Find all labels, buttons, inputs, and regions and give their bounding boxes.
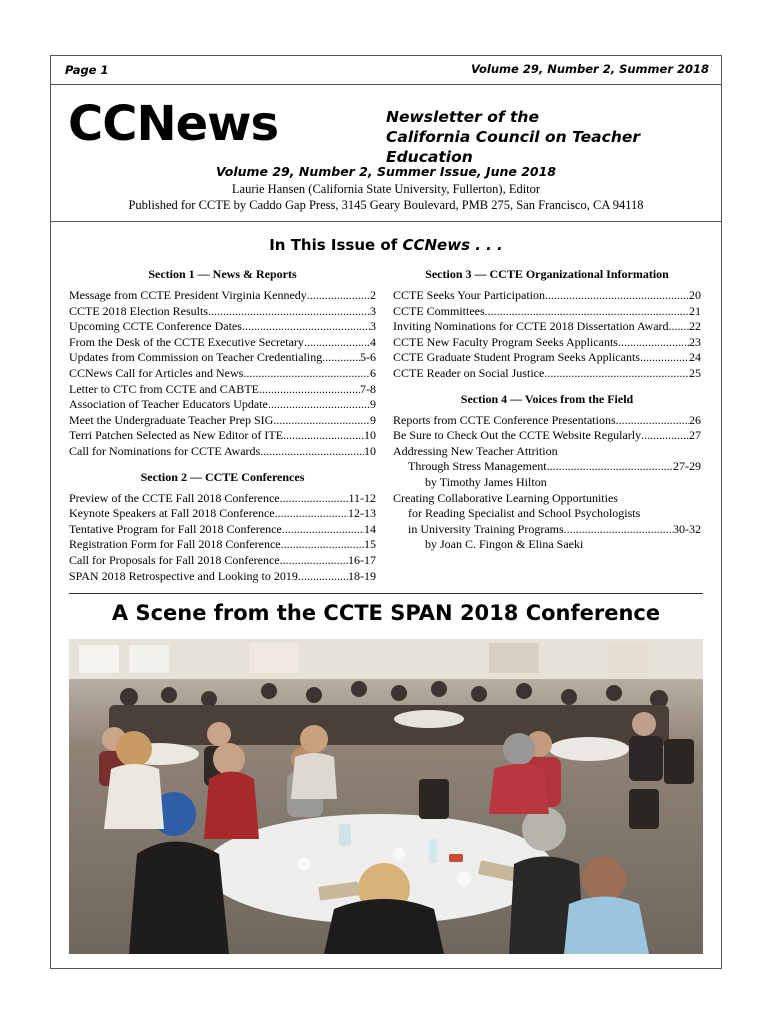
toc-item-author: by Timothy James Hilton (425, 474, 547, 489)
toc-item[interactable]: Message from CCTE President Virginia Kennedy ..... 2 (69, 288, 376, 304)
toc-item[interactable]: Preview of the CCTE Fall 2018 Conference ..... 11-12 (69, 491, 376, 507)
toc-item-author: by Joan C. Fingon & Elina Saeki (425, 537, 584, 552)
toc-item[interactable]: SPAN 2018 Retrospective and Looking to 2019 ..... 18-19 (69, 569, 376, 585)
toc-item[interactable]: Keynote Speakers at Fall 2018 Conference ..... 12-13 (69, 506, 376, 522)
page-header-bar (51, 56, 721, 85)
toc-item-title-line[interactable]: for Reading Specialist and School Psychologists (408, 506, 641, 521)
toc-item[interactable]: From the Desk of the CCTE Executive Secretary ..... 4 (69, 335, 376, 351)
toc-item[interactable]: Terri Patchen Selected as New Editor of ITE ..... 10 (69, 428, 376, 444)
toc-item[interactable]: in University Training Programs ..... 30-32 (393, 522, 701, 538)
section-4-heading: Section 4 — Voices from the Field (460, 391, 634, 406)
subtitle-line-2: California Council on Teacher Education (386, 128, 641, 166)
toc-title-publication: CCNews . . . (402, 236, 503, 254)
toc-item[interactable]: Letter to CTC from CCTE and CABTE ..... 7-8 (69, 382, 376, 398)
toc-item[interactable]: CCTE Reader on Social Justice ..... 25 (393, 366, 701, 382)
newsletter-page (50, 55, 722, 969)
section-divider (69, 593, 703, 594)
toc-item[interactable]: Registration Form for Fall 2018 Conference ..... 15 (69, 537, 376, 553)
subtitle-line-1: Newsletter of the (386, 108, 539, 126)
toc-item[interactable]: Call for Nominations for CCTE Awards ..... 10 (69, 444, 376, 460)
toc-item[interactable]: Meet the Undergraduate Teacher Prep SIG ..... 9 (69, 413, 376, 429)
toc-item[interactable]: Inviting Nominations for CCTE 2018 Dissertation Award ..... 22 (393, 319, 701, 335)
page-number: Page 1 (65, 63, 109, 77)
toc-item[interactable]: CCTE Graduate Student Program Seeks Applicants ..... 24 (393, 350, 701, 366)
toc-item[interactable]: Upcoming CCTE Conference Dates ..... 3 (69, 319, 376, 335)
toc-title (51, 236, 721, 254)
toc-item[interactable]: Association of Teacher Educators Update ..... 9 (69, 397, 376, 413)
conference-scene-illustration (69, 639, 703, 954)
section-2-heading: Section 2 — CCTE Conferences (140, 469, 305, 484)
section-3-heading: Section 3 — CCTE Organizational Information (425, 267, 669, 281)
toc-item[interactable]: Updates from Commission on Teacher Credentialing ..... 5-6 (69, 350, 376, 366)
toc-item[interactable]: CCTE 2018 Election Results ..... 3 (69, 304, 376, 320)
toc-item[interactable]: Be Sure to Check Out the CCTE Website Regularly ..... 27 (393, 428, 701, 444)
conference-photo (69, 639, 703, 954)
volume-info: Volume 29, Number 2, Summer 2018 (470, 62, 709, 76)
toc-item[interactable]: Through Stress Management ..... 27-29 (393, 459, 701, 475)
issue-line: Volume 29, Number 2, Summer Issue, June 2018 (215, 164, 557, 179)
editor-line: Laurie Hansen (California State University, Fullerton), Editor (231, 182, 541, 196)
toc-item[interactable]: CCTE Seeks Your Participation ..... 20 (393, 288, 701, 304)
toc-item[interactable]: Call for Proposals for Fall 2018 Conference ..... 16-17 (69, 553, 376, 569)
masthead-title: CCNews (68, 96, 279, 152)
toc-item-title-line[interactable]: Creating Collaborative Learning Opportunities (393, 490, 618, 505)
toc-item-title-line[interactable]: Addressing New Teacher Attrition (393, 443, 558, 458)
toc-item[interactable]: Tentative Program for Fall 2018 Conference ..... 14 (69, 522, 376, 538)
toc-item[interactable]: CCTE New Faculty Program Seeks Applicants ..... 23 (393, 335, 701, 351)
masthead-subtitle (386, 107, 721, 167)
toc-title-prefix: In This Issue of (269, 236, 403, 254)
section-1-heading: Section 1 — News & Reports (148, 267, 297, 281)
publisher-line: Published for CCTE by Caddo Gap Press, 3145 Geary Boulevard, PMB 275, San Francisco, CA 94118 (128, 198, 644, 212)
header-divider (51, 221, 721, 222)
toc-right-column (393, 266, 701, 553)
toc-item[interactable]: CCTE Committees ..... 21 (393, 304, 701, 320)
photo-title: A Scene from the CCTE SPAN 2018 Conference (111, 601, 661, 625)
toc-item[interactable]: CCNews Call for Articles and News ..... 6 (69, 366, 376, 382)
toc-left-column (69, 266, 376, 584)
toc-item[interactable]: Reports from CCTE Conference Presentations ..... 26 (393, 413, 701, 429)
